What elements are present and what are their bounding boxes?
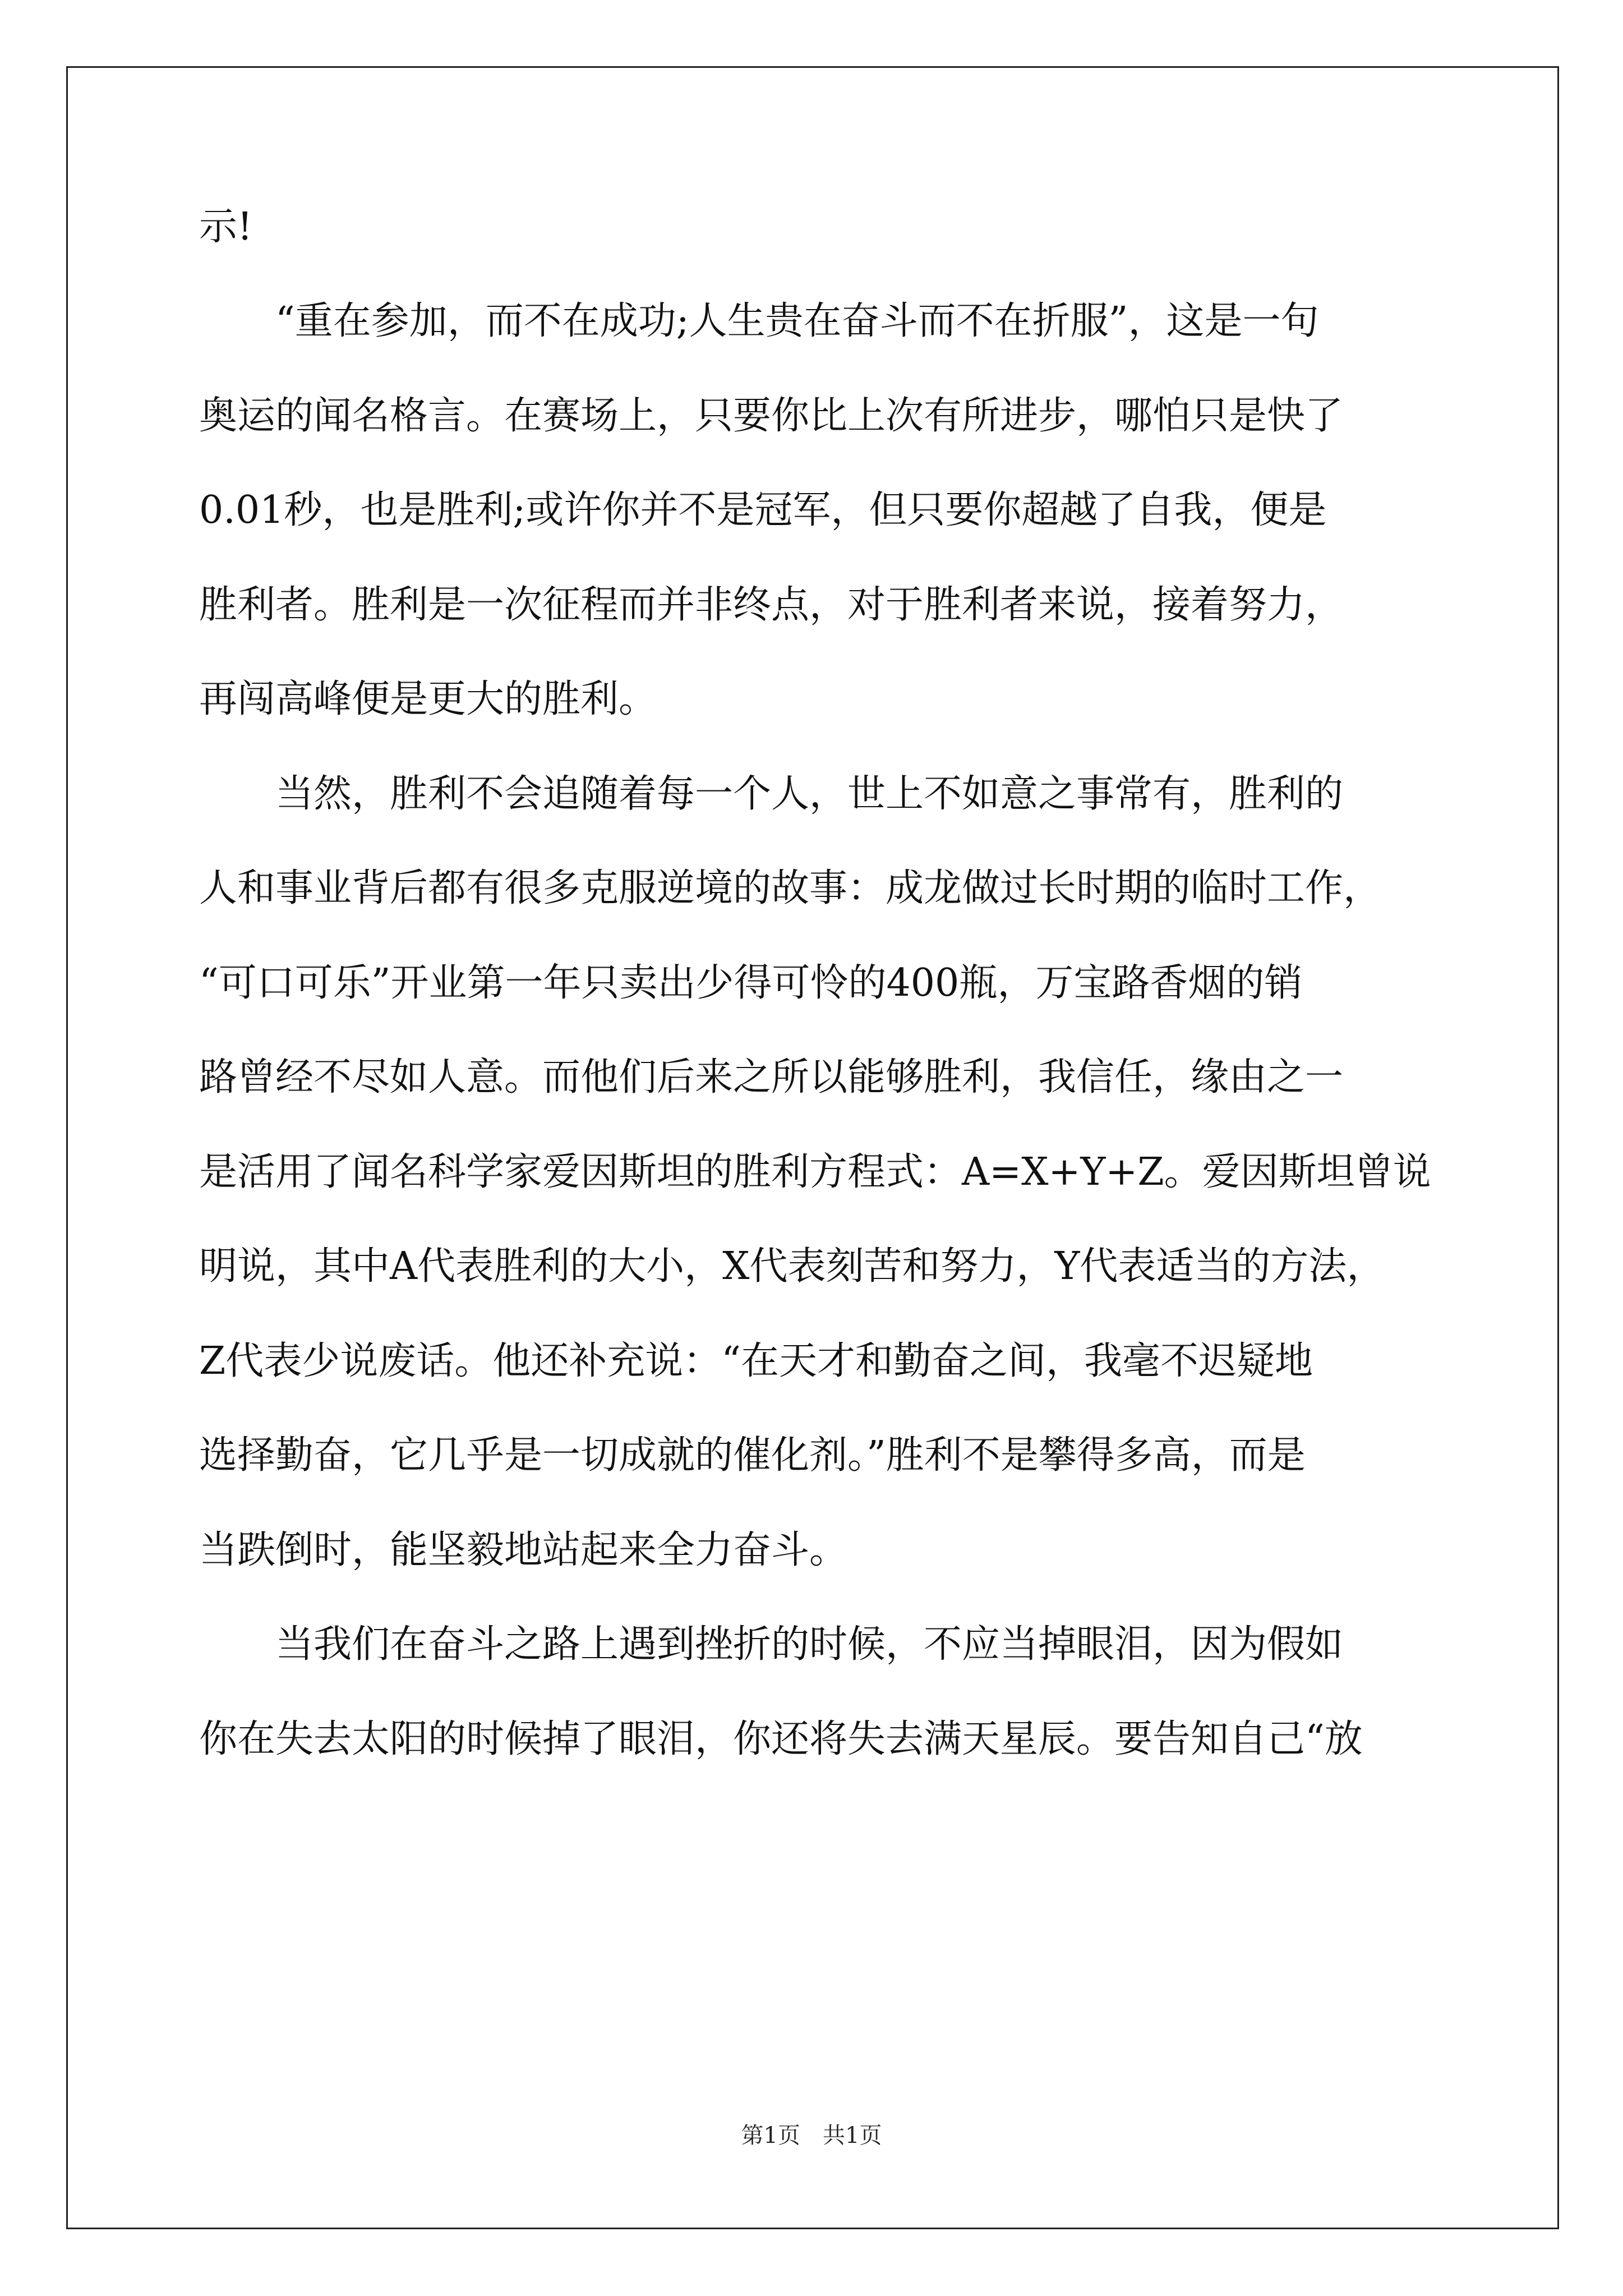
text-line: 明说，其中A代表胜利的大小，X代表刻苦和努力，Y代表适当的方法，: [199, 1244, 1385, 1289]
text-line: 人和事业背后都有很多克服逆境的故事：成龙做过长时期的临时工作，: [199, 866, 1382, 910]
text-line: 当我们在奋斗之路上遇到挫折的时候，不应当掉眼泪，因为假如: [199, 1622, 1344, 1667]
text-line: 当跌倒时，能坚毅地站起来全力奋斗。: [199, 1528, 848, 1572]
text-line: 选择勤奋，它几乎是一切成就的催化剂。”胜利不是攀得多高，而是: [199, 1433, 1306, 1478]
page-number-footer: 第1页 共1页: [741, 2123, 882, 2148]
text-line: Z代表少说废话。他还补充说：“在天才和勤奋之间，我毫不迟疑地: [199, 1339, 1313, 1383]
text-line: “重在参加，而不在成功;人生贵在奋斗而不在折服”，这是一句: [199, 299, 1319, 343]
text-line: 当然，胜利不会追随着每一个人，世上不如意之事常有，胜利的: [199, 772, 1344, 816]
text-line: 再闯高峰便是更大的胜利。: [199, 677, 657, 721]
text-line: 路曾经不尽如人意。而他们后来之所以能够胜利，我信任，缘由之一: [199, 1055, 1344, 1099]
text-line: 是活用了闻名科学家爱因斯坦的胜利方程式：A=X+Y+Z。爱因斯坦曾说: [199, 1150, 1431, 1194]
text-line: “可口可乐”开业第一年只卖出少得可怜的400瓶，万宝路香烟的销: [199, 961, 1303, 1005]
text-line: 奥运的闻名格言。在赛场上，只要你比上次有所进步，哪怕只是快了: [199, 394, 1344, 438]
text-line: 0.01秒，也是胜利;或许你并不是冠军，但只要你超越了自我，便是: [199, 488, 1327, 532]
text-line: 示!: [199, 205, 253, 249]
text-line: 胜利者。胜利是一次征程而并非终点，对于胜利者来说，接着努力，: [199, 583, 1344, 627]
text-line: 你在失去太阳的时候掉了眼泪，你还将失去满天星辰。要告知自己“放: [199, 1717, 1363, 1761]
